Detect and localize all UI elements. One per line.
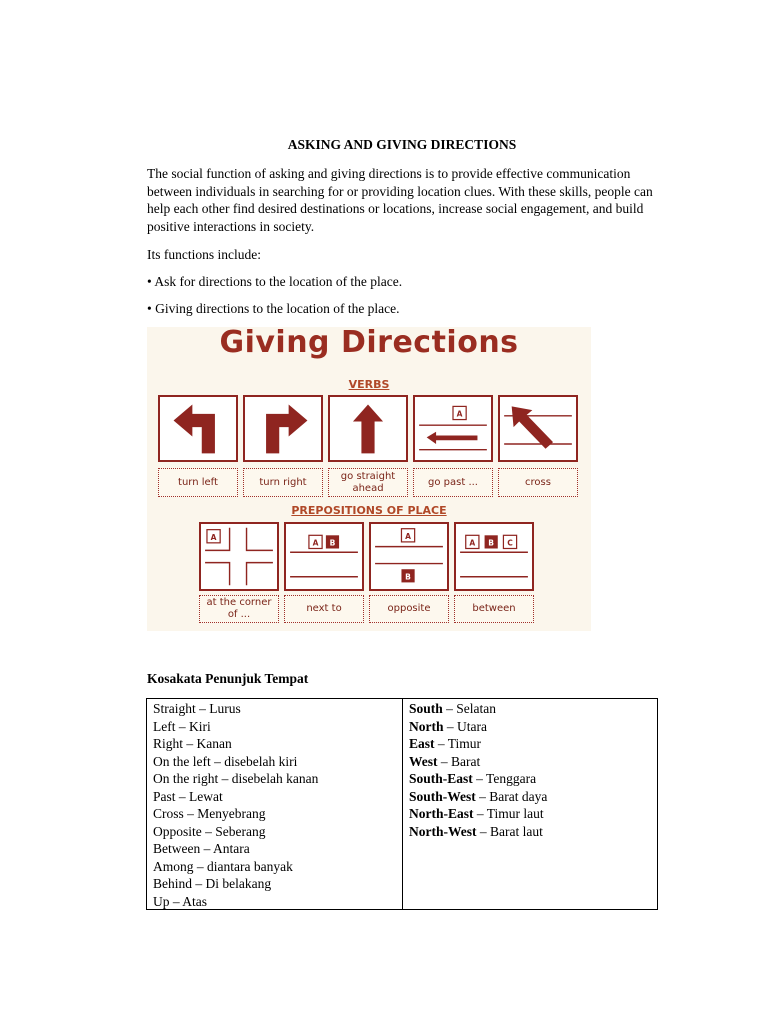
list-item: North – Utara [409,718,487,734]
list-item: Opposite – Seberang [153,823,266,839]
verb-label-go-straight: go straight ahead [328,468,408,497]
verbs-heading: VERBS [348,378,390,391]
list-item: Among – diantara banyak [153,858,293,874]
list-item: Right – Kanan [153,736,232,751]
list-item: South – Selatan [409,701,497,716]
between-icon [454,522,534,591]
bullet-ask: • Ask for directions to the location of the place. [147,274,403,289]
vocab-right-column [409,700,547,840]
list-item: West – Barat [409,753,481,769]
list-item: South-West – Barat daya [409,788,548,804]
list-item: South-East – Tenggara [409,771,537,786]
prepositions-heading: PREPOSITIONS OF PLACE [291,504,447,517]
functions-label: Its functions include: [147,247,261,262]
prep-label-between: between [454,595,534,623]
intro-paragraph: The social function of asking and giving directions is to provide effective communication between individuals in searching for or providing location clues. With these skills, people can help each other find desired destinations or locations, increase social engagement, and build positive interactions in society. [147,166,653,234]
verb-label-turn-right: turn right [243,468,323,497]
turn-left-icon [158,395,238,462]
verb-label-cross: cross [498,468,578,497]
prep-label-opposite: opposite [369,595,449,623]
opposite-icon [369,522,449,591]
list-item: On the left – disebelah kiri [153,753,298,769]
list-item: Cross – Menyebrang [153,806,266,821]
vocab-left-column [153,700,318,910]
vocabulary-table [146,698,658,910]
verb-label-turn-left: turn left [158,468,238,497]
letter-a-label: A [469,538,476,548]
corner-icon [199,522,279,591]
list-item: Straight – Lurus [153,701,241,716]
list-item: North-West – Barat laut [409,823,543,839]
prep-label-corner: at the corner of ... [199,595,279,623]
letter-a-label: A [312,538,319,548]
list-item: Left – Kiri [153,718,211,734]
vocabulary-heading: Kosakata Penunjuk Tempat [147,671,309,686]
bullet-give: • Giving directions to the location of the place. [147,301,400,316]
cross-icon [498,395,578,462]
list-item: North-East – Timur laut [409,806,544,821]
letter-b-label: B [488,538,495,548]
document-title: ASKING AND GIVING DIRECTIONS [287,137,517,152]
list-item: Between – Antara [153,841,250,856]
letter-a-label: A [405,532,411,542]
list-item: Past – Lewat [153,788,223,804]
next-to-icon [284,522,364,591]
list-item: On the right – disebelah kanan [153,771,319,786]
giving-directions-poster [147,327,591,631]
turn-right-icon [243,395,323,462]
list-item: Behind – Di belakang [153,876,272,891]
letter-b-label: B [405,572,411,582]
go-straight-icon [328,395,408,462]
letter-b-label: B [329,538,336,548]
table-divider [402,699,403,909]
go-past-icon [413,395,493,462]
prep-label-next-to: next to [284,595,364,623]
list-item: Up – Atas [153,893,207,909]
poster-title: Giving Directions [219,327,519,360]
letter-a-label: A [210,533,217,543]
letter-a-label: A [456,409,463,419]
verb-label-go-past: go past ... [413,468,493,497]
letter-c-label: C [507,538,513,548]
list-item: East – Timur [409,736,482,751]
